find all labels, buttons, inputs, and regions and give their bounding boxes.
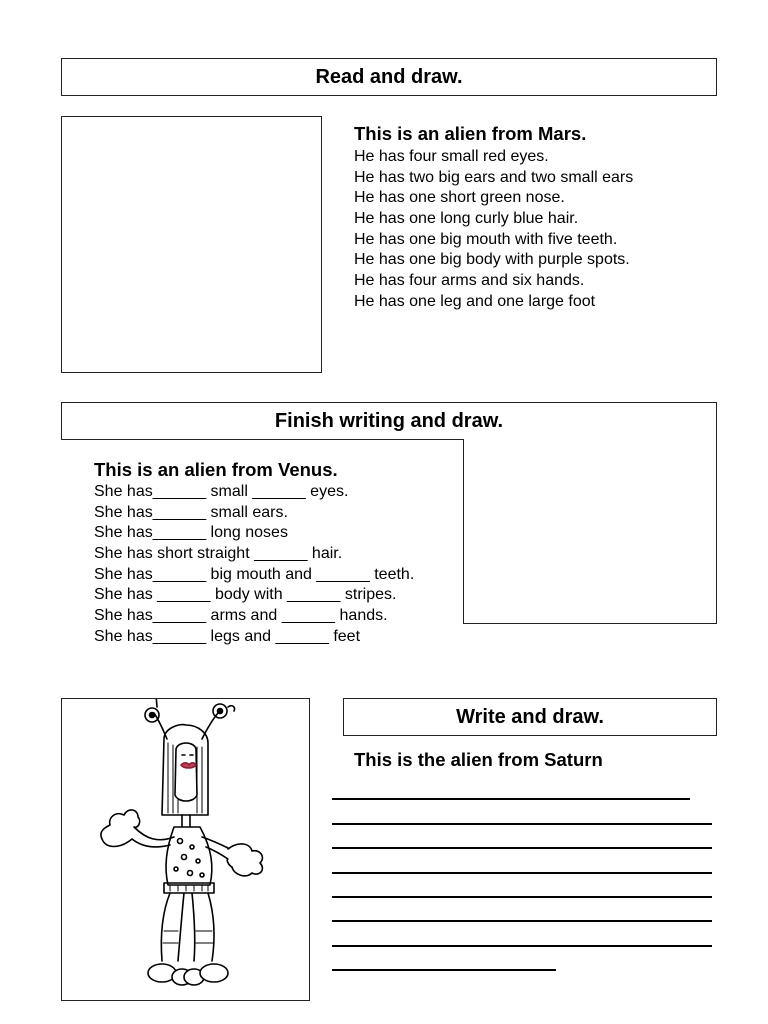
section-finish-writing-title xyxy=(61,402,717,440)
list-item: She has______ long noses xyxy=(94,524,288,542)
mars-description-list xyxy=(354,147,633,313)
list-item: He has one short green nose. xyxy=(354,189,565,207)
list-item: She has______ legs and ______ feet xyxy=(94,627,361,645)
mars-alien-heading: This is an alien from Mars. xyxy=(354,123,587,144)
section-title-text: Write and draw. xyxy=(456,705,604,728)
list-item: She has______ big mouth and ______ teeth. xyxy=(94,565,415,583)
list-item: He has two big ears and two small ears xyxy=(354,168,634,186)
list-item: He has four small red eyes. xyxy=(354,148,549,165)
list-item: She has______ arms and ______ hands. xyxy=(94,607,388,625)
list-item: She has______ small ______ eyes. xyxy=(94,483,349,500)
section-read-and-draw-title xyxy=(61,58,717,96)
section-write-and-draw-title xyxy=(343,698,717,736)
venus-drawing-box[interactable] xyxy=(463,439,717,624)
list-item: He has four arms and six hands. xyxy=(354,272,585,290)
venus-fill-in-list xyxy=(94,482,414,648)
alien-illustration xyxy=(62,699,309,1000)
list-item: He has one long curly blue hair. xyxy=(354,210,579,228)
list-item: She has ______ body with ______ stripes. xyxy=(94,586,397,604)
mars-drawing-box[interactable] xyxy=(61,116,322,373)
section-title-text: Read and draw. xyxy=(315,65,463,88)
list-item: He has one big body with purple spots. xyxy=(354,251,630,269)
list-item: He has one big mouth with five teeth. xyxy=(354,230,618,248)
section-title-text: Finish writing and draw. xyxy=(274,409,504,432)
list-item: He has one leg and one large foot xyxy=(354,292,596,310)
list-item: She has______ small ears. xyxy=(94,503,288,521)
venus-alien-heading: This is an alien from Venus. xyxy=(94,459,338,480)
saturn-alien-picture-box xyxy=(61,698,310,1001)
list-item: She has short straight ______ hair. xyxy=(94,545,343,563)
saturn-alien-heading: This is the alien from Saturn xyxy=(354,749,603,770)
